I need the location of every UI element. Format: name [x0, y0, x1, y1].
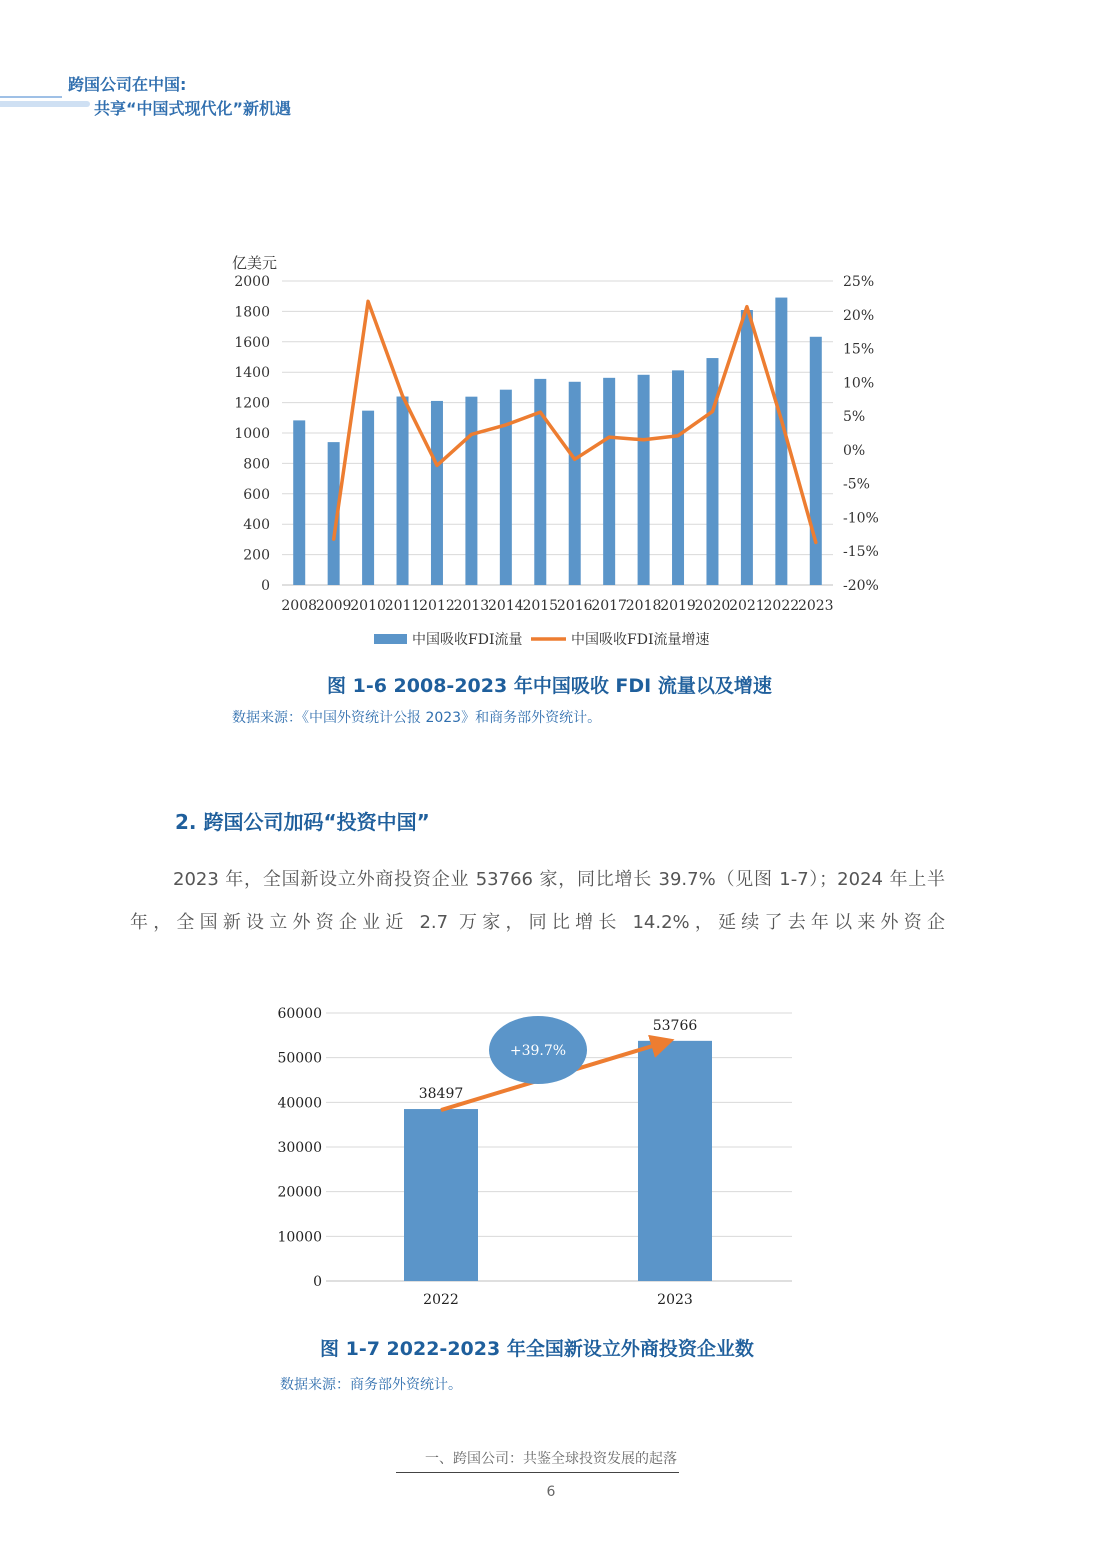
y-tick-label: 20000 [277, 1184, 322, 1201]
new-enterprises-chart [0, 1000, 1102, 1320]
y2-tick-label: 20% [843, 307, 875, 324]
x-tick-label: 2022 [763, 598, 800, 614]
figure-1-7-source: 数据来源：商务部外资统计。 [280, 1377, 462, 1393]
x-tick-label: 2018 [625, 598, 662, 614]
x-tick-label: 2023 [797, 598, 834, 614]
fdi-bar [775, 298, 787, 585]
header-title-line1: 跨国公司在中国: [68, 75, 187, 94]
y-tick-label: 400 [243, 517, 270, 534]
x-tick-label: 2019 [660, 598, 696, 614]
x-tick-label: 2017 [591, 598, 627, 614]
x-tick-label: 2015 [522, 598, 559, 614]
figure-1-7-caption: 图 1-7 2022-2023 年全国新设立外商投资企业数 [320, 1338, 754, 1360]
fdi-bar [810, 337, 822, 585]
y-tick-label: 60000 [277, 1006, 322, 1022]
y2-tick-label: 0% [843, 442, 866, 459]
y-tick-label: 30000 [277, 1140, 322, 1156]
y-tick-label: 10000 [277, 1229, 322, 1246]
y-tick-label: 0 [261, 578, 270, 594]
fdi-bar [638, 375, 650, 585]
y-tick-label: 600 [243, 486, 270, 503]
x-tick-label: 2013 [453, 598, 490, 614]
fdi-bar [465, 397, 477, 585]
y-axis-unit-label: 亿美元 [232, 254, 278, 272]
y-tick-label: 1200 [234, 395, 270, 412]
legend-swatch-bar [374, 634, 407, 644]
y-tick-label: 1000 [234, 426, 270, 442]
fdi-bar [741, 310, 753, 585]
y-tick-label: 50000 [277, 1050, 322, 1067]
body-paragraph: 2023 年，全国新设立外商投资企业 53766 家，同比增长 39.7%（见图 1-7）；2024 年上半年，全国新设立外资企业近 2.7 万家，同比增长 14.2%，延续了去年以来外资企 [130, 869, 945, 933]
figure-1-6-caption: 图 1-6 2008-2023 年中国吸收 FDI 流量以及增速 [327, 675, 772, 697]
legend-label-line: 中国吸收FDI流量增速 [571, 632, 710, 648]
x-tick-label: 2008 [281, 598, 318, 614]
x-tick-label: 2011 [384, 598, 421, 614]
page-number: 6 [546, 1484, 556, 1500]
y2-tick-label: -10% [843, 510, 879, 527]
enterprise-bar [404, 1109, 478, 1281]
x-tick-label: 2023 [657, 1292, 693, 1308]
footer-divider [396, 1472, 679, 1473]
y-tick-label: 0 [313, 1274, 322, 1290]
y-tick-label: 1600 [234, 334, 270, 351]
fdi-bar [362, 411, 374, 585]
y-tick-label: 1800 [234, 304, 270, 321]
x-tick-label: 2021 [729, 598, 765, 614]
y2-tick-label: 5% [843, 409, 866, 426]
x-tick-label: 2009 [315, 598, 352, 614]
fdi-bar [672, 370, 684, 585]
y2-tick-label: -20% [843, 578, 879, 594]
fdi-bar [397, 397, 409, 585]
growth-annotation-label: +39.7% [509, 1043, 567, 1059]
header-decoration-line [0, 96, 62, 98]
enterprise-bar [638, 1041, 712, 1281]
y-tick-label: 800 [243, 456, 270, 473]
x-tick-label: 2022 [423, 1292, 459, 1308]
fdi-bar [500, 390, 512, 585]
y2-tick-label: 15% [843, 341, 875, 358]
y-tick-label: 2000 [234, 274, 270, 290]
fdi-bar [293, 420, 305, 585]
x-tick-label: 2016 [556, 598, 593, 614]
y-tick-label: 1400 [234, 365, 270, 382]
fdi-bar [569, 382, 581, 585]
x-tick-label: 2012 [419, 598, 455, 614]
x-tick-label: 2020 [694, 598, 731, 614]
fdi-bar [534, 379, 546, 585]
section-heading: 2. 跨国公司加码“投资中国” [175, 810, 430, 834]
y2-tick-label: 10% [843, 375, 875, 392]
legend-label-bar: 中国吸收FDI流量 [412, 632, 523, 648]
fdi-flow-chart [0, 240, 1102, 660]
y2-tick-label: 25% [843, 274, 875, 290]
x-tick-label: 2010 [350, 598, 386, 614]
header-decoration-bar [0, 101, 90, 107]
y-tick-label: 40000 [277, 1095, 322, 1112]
y-tick-label: 200 [243, 547, 270, 564]
footer-section-title: 一、跨国公司：共鉴全球投资发展的起落 [425, 1451, 677, 1467]
figure-1-6-source: 数据来源：《中国外资统计公报 2023》和商务部外资统计。 [232, 710, 602, 726]
x-tick-label: 2014 [488, 598, 524, 614]
y2-tick-label: -15% [843, 544, 879, 561]
fdi-bar [603, 378, 615, 585]
bar-data-label: 38497 [418, 1086, 464, 1103]
fdi-bar [706, 358, 718, 585]
bar-data-label: 53766 [652, 1017, 698, 1034]
y2-tick-label: -5% [843, 476, 870, 493]
fdi-bar [431, 401, 443, 585]
header-title-line2: 共享“中国式现代化”新机遇 [94, 99, 292, 118]
